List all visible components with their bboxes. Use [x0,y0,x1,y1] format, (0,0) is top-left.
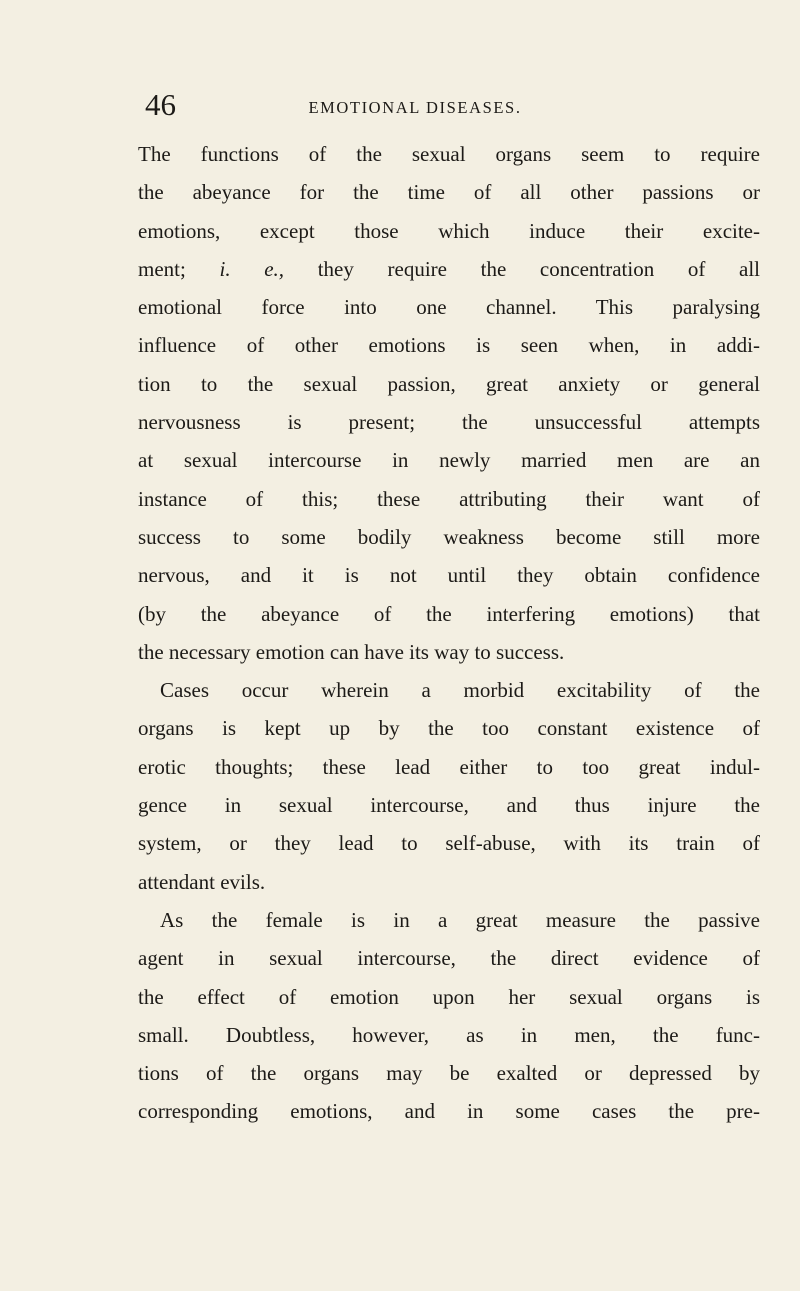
text-line: gence in sexual intercourse, and thus injure the [138,793,760,818]
text-line: The functions of the sexual organs seem to require [138,142,760,166]
text-line: instance of this; these attributing their want of [138,486,760,511]
text-line: influence of other emotions is seen when, in addi- [138,333,760,358]
text-line: the abeyance for the time of all other passions or [138,180,760,205]
text-line: tions of the organs may be exalted or depressed by [138,1061,760,1086]
text-line: erotic thoughts; these lead either to too great indul- [138,754,760,779]
text-line: the necessary emotion can have its way to success. [138,639,565,664]
text-line: nervousness is present; the unsuccessful attempts [138,410,760,435]
text-line: (by the abeyance of the interfering emotions) that [138,601,760,626]
text-line: tion to the sexual passion, great anxiety or general [138,371,760,396]
text-fragment: they require the concentration of all [317,256,761,281]
text-line: Cases occur wherein a morbid excitability of the [160,678,760,703]
text-fragment: ment; [138,256,186,281]
page-number: 46 [145,87,176,122]
text-line: small. Doubtless, however, as in men, the func- [138,1022,760,1047]
text-line: emotions, except those which induce their excite- [138,218,760,243]
italic-abbreviation: i. e., [219,256,285,281]
text-line: emotional force into one channel. This paralysing [138,295,760,320]
text-line: attendant evils. [138,869,266,894]
text-line: at sexual intercourse in newly married men are an [138,448,760,473]
running-head: EMOTIONAL DISEASES. [308,98,522,117]
text-line: system, or they lead to self-abuse, with its train of [138,831,760,856]
text-line [138,250,760,288]
text-line: As the female is in a great measure the passive [160,907,760,932]
body-text [138,135,760,1131]
text-line: agent in sexual intercourse, the direct evidence of [138,946,760,971]
text-line: organs is kept up by the too constant existence of [138,716,760,741]
text-line: nervous, and it is not until they obtain confidence [138,563,760,588]
text-line: the effect of emotion upon her sexual organs is [138,984,760,1009]
text-line: success to some bodily weakness become still more [138,524,760,549]
text-line: corresponding emotions, and in some cases the pre- [138,1099,760,1124]
